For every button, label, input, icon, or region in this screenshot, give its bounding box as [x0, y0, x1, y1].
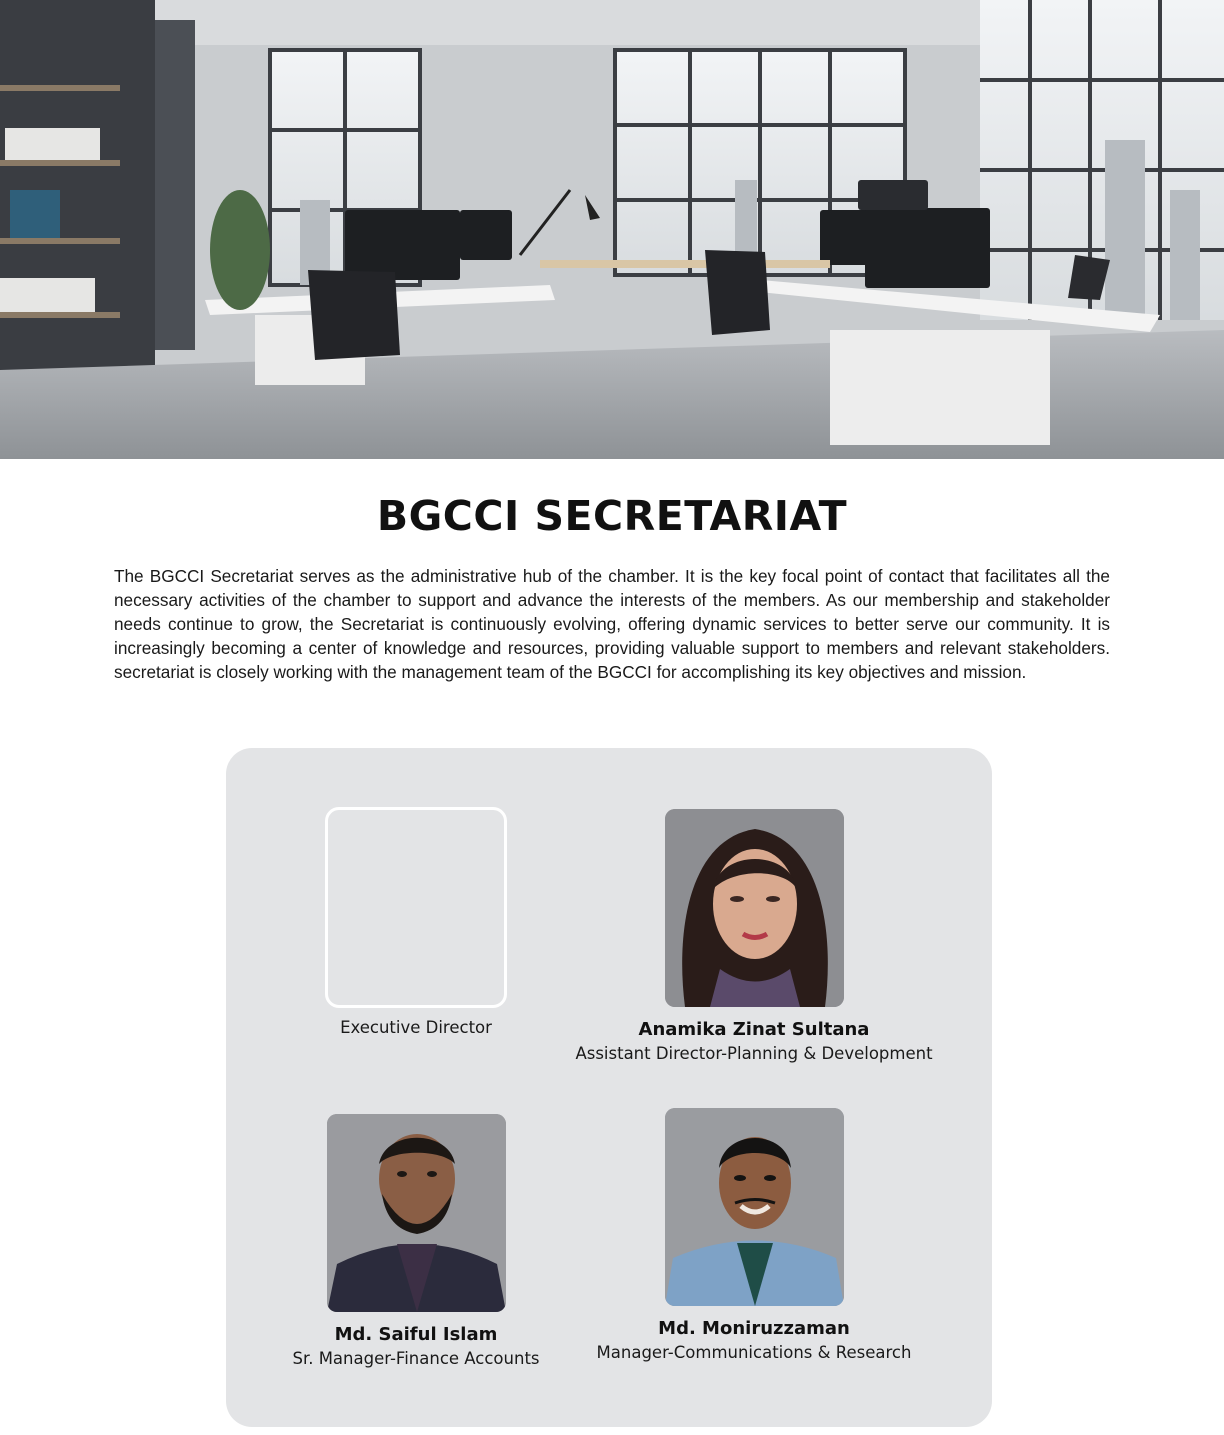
page-title: BGCCI SECRETARIAT — [376, 492, 848, 540]
intro-paragraph: The BGCCI Secretariat serves as the administrative hub of the chamber. It is the key focal point of contact that facilitates all the necessary activities of the chamber to support and advance the interests of the members. As our membership and stakeholder needs continue to grow, the Secretariat is continuously evolving, offering dynamic services to better serve our community. It is increasingly becoming a center of knowledge and resources, providing valuable support to members and relevant stakeholders. secretariat is closely working with the management team of the BGCCI for accomplishing its key objectives and mission. — [114, 566, 1110, 682]
portrait-man-blue-blazer-icon — [665, 1108, 844, 1306]
member-card — [226, 1114, 606, 1371]
member-photo-placeholder — [325, 807, 507, 1008]
member-photo — [665, 809, 844, 1007]
member-card — [564, 1108, 944, 1365]
member-photo — [327, 1114, 506, 1312]
member-name: Md. Moniruzzaman — [658, 1318, 850, 1339]
member-role: Sr. Manager-Finance Accounts — [292, 1349, 540, 1368]
member-role: Executive Director — [340, 1018, 492, 1037]
member-role: Assistant Director-Planning & Development — [575, 1044, 933, 1063]
portrait-woman-icon — [665, 809, 844, 1007]
member-name: Anamika Zinat Sultana — [638, 1019, 870, 1040]
member-photo — [665, 1108, 844, 1306]
member-card — [226, 807, 606, 1040]
member-card — [564, 809, 944, 1066]
member-name: Md. Saiful Islam — [334, 1324, 498, 1345]
hero-office-image — [0, 0, 1224, 459]
portrait-man-dark-suit-icon — [327, 1114, 506, 1312]
team-panel — [226, 748, 992, 1427]
member-role: Manager-Communications & Research — [596, 1343, 912, 1362]
office-interior-icon — [0, 0, 1224, 459]
